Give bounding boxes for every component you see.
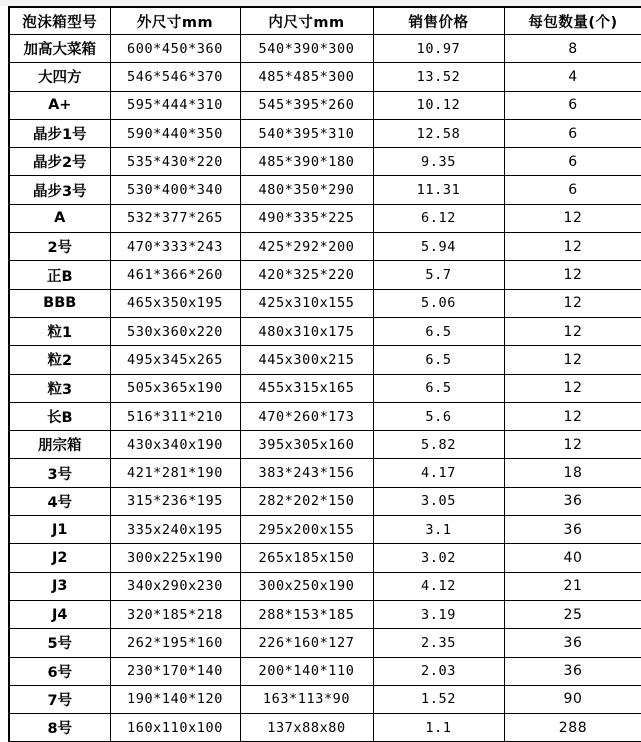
cell-outer-size: 530*400*340	[110, 176, 240, 204]
cell-quantity: 18	[504, 459, 641, 487]
cell-price: 3.02	[373, 544, 504, 572]
cell-inner-size: 395x305x160	[240, 431, 373, 459]
cell-price: 4.12	[373, 572, 504, 600]
cell-model: BBB	[9, 289, 110, 317]
table-row	[9, 516, 641, 544]
cell-outer-size: 546*546*370	[110, 63, 240, 91]
table-row	[9, 629, 641, 657]
cell-quantity: 12	[504, 317, 641, 345]
cell-quantity: 36	[504, 516, 641, 544]
cell-quantity: 12	[504, 346, 641, 374]
cell-outer-size: 335x240x195	[110, 516, 240, 544]
header-quantity: 每包数量(个)	[504, 7, 641, 35]
cell-price: 5.82	[373, 431, 504, 459]
cell-outer-size: 461*366*260	[110, 261, 240, 289]
cell-price: 6.5	[373, 317, 504, 345]
cell-model: 晶步3号	[9, 176, 110, 204]
cell-model: 大四方	[9, 63, 110, 91]
cell-price: 5.06	[373, 289, 504, 317]
table-row	[9, 317, 641, 345]
cell-outer-size: 590*440*350	[110, 119, 240, 147]
cell-outer-size: 421*281*190	[110, 459, 240, 487]
cell-price: 3.19	[373, 600, 504, 628]
cell-outer-size: 595*444*310	[110, 91, 240, 119]
cell-outer-size: 465x350x195	[110, 289, 240, 317]
cell-inner-size: 490*335*225	[240, 204, 373, 232]
cell-quantity: 21	[504, 572, 641, 600]
cell-inner-size: 470*260*173	[240, 402, 373, 430]
cell-outer-size: 315*236*195	[110, 487, 240, 515]
cell-quantity: 12	[504, 402, 641, 430]
cell-price: 9.35	[373, 148, 504, 176]
cell-outer-size: 230*170*140	[110, 657, 240, 685]
cell-outer-size: 505x365x190	[110, 374, 240, 402]
cell-inner-size: 282*202*150	[240, 487, 373, 515]
cell-price: 3.1	[373, 516, 504, 544]
cell-inner-size: 425x310x155	[240, 289, 373, 317]
cell-inner-size: 485*485*300	[240, 63, 373, 91]
cell-price: 12.58	[373, 119, 504, 147]
cell-model: 粒3	[9, 374, 110, 402]
cell-quantity: 90	[504, 685, 641, 713]
cell-quantity: 36	[504, 629, 641, 657]
header-row	[9, 7, 641, 35]
cell-model: 晶步2号	[9, 148, 110, 176]
cell-inner-size: 226*160*127	[240, 629, 373, 657]
table-row	[9, 685, 641, 713]
cell-price: 6.5	[373, 346, 504, 374]
cell-outer-size: 430x340x190	[110, 431, 240, 459]
cell-quantity: 12	[504, 261, 641, 289]
cell-inner-size: 445x300x215	[240, 346, 373, 374]
header-outer-size: 外尺寸mm	[110, 7, 240, 35]
table-row	[9, 374, 641, 402]
cell-inner-size: 455x315x165	[240, 374, 373, 402]
cell-model: 3号	[9, 459, 110, 487]
table-row	[9, 544, 641, 572]
cell-price: 10.97	[373, 35, 504, 63]
cell-outer-size: 160x110x100	[110, 714, 240, 742]
cell-quantity: 4	[504, 63, 641, 91]
table-row	[9, 204, 641, 232]
header-inner-size: 内尺寸mm	[240, 7, 373, 35]
cell-inner-size: 425*292*200	[240, 233, 373, 261]
cell-inner-size: 540*390*300	[240, 35, 373, 63]
cell-inner-size: 200*140*110	[240, 657, 373, 685]
cell-price: 6.12	[373, 204, 504, 232]
cell-price: 11.31	[373, 176, 504, 204]
cell-outer-size: 516*311*210	[110, 402, 240, 430]
cell-model: 4号	[9, 487, 110, 515]
spreadsheet-area	[8, 6, 641, 742]
cell-model: 2号	[9, 233, 110, 261]
cell-inner-size: 300x250x190	[240, 572, 373, 600]
cell-model: A+	[9, 91, 110, 119]
cell-inner-size: 295x200x155	[240, 516, 373, 544]
table-row	[9, 714, 641, 742]
cell-outer-size: 262*195*160	[110, 629, 240, 657]
cell-outer-size: 190*140*120	[110, 685, 240, 713]
cell-outer-size: 600*450*360	[110, 35, 240, 63]
table-row	[9, 289, 641, 317]
cell-price: 1.1	[373, 714, 504, 742]
cell-quantity: 6	[504, 91, 641, 119]
cell-model: 正B	[9, 261, 110, 289]
table-row	[9, 233, 641, 261]
cell-outer-size: 470*333*243	[110, 233, 240, 261]
cell-inner-size: 137x88x80	[240, 714, 373, 742]
cell-inner-size: 383*243*156	[240, 459, 373, 487]
cell-model: 朋宗箱	[9, 431, 110, 459]
table-row	[9, 572, 641, 600]
cell-price: 2.03	[373, 657, 504, 685]
header-price: 销售价格	[373, 7, 504, 35]
cell-price: 10.12	[373, 91, 504, 119]
table-row	[9, 176, 641, 204]
cell-quantity: 6	[504, 148, 641, 176]
cell-outer-size: 530x360x220	[110, 317, 240, 345]
table-row	[9, 346, 641, 374]
cell-model: J4	[9, 600, 110, 628]
cell-price: 3.05	[373, 487, 504, 515]
cell-outer-size: 535*430*220	[110, 148, 240, 176]
table-row	[9, 459, 641, 487]
table-row	[9, 657, 641, 685]
cell-price: 2.35	[373, 629, 504, 657]
cell-price: 5.7	[373, 261, 504, 289]
cell-quantity: 8	[504, 35, 641, 63]
cell-model: J1	[9, 516, 110, 544]
table-row	[9, 35, 641, 63]
header-model: 泡沫箱型号	[9, 7, 110, 35]
cell-model: 粒1	[9, 317, 110, 345]
cell-quantity: 6	[504, 176, 641, 204]
cell-price: 4.17	[373, 459, 504, 487]
cell-quantity: 36	[504, 487, 641, 515]
cell-model: 晶步1号	[9, 119, 110, 147]
cell-price: 1.52	[373, 685, 504, 713]
table-row	[9, 487, 641, 515]
cell-quantity: 288	[504, 714, 641, 742]
cell-quantity: 12	[504, 204, 641, 232]
cell-outer-size: 320*185*218	[110, 600, 240, 628]
cell-outer-size: 495x345x265	[110, 346, 240, 374]
cell-quantity: 12	[504, 289, 641, 317]
cell-model: 长B	[9, 402, 110, 430]
cell-inner-size: 480*350*290	[240, 176, 373, 204]
cell-quantity: 25	[504, 600, 641, 628]
cell-inner-size: 420*325*220	[240, 261, 373, 289]
cell-model: A	[9, 204, 110, 232]
cell-inner-size: 265x185x150	[240, 544, 373, 572]
cell-price: 5.6	[373, 402, 504, 430]
cell-model: 5号	[9, 629, 110, 657]
table-row	[9, 402, 641, 430]
table-body	[9, 35, 641, 742]
cell-quantity: 12	[504, 374, 641, 402]
cell-model: 6号	[9, 657, 110, 685]
cell-inner-size: 480x310x175	[240, 317, 373, 345]
cell-quantity: 36	[504, 657, 641, 685]
table-row	[9, 91, 641, 119]
cell-model: 7号	[9, 685, 110, 713]
cell-inner-size: 540*395*310	[240, 119, 373, 147]
cell-quantity: 12	[504, 233, 641, 261]
cell-model: 粒2	[9, 346, 110, 374]
cell-inner-size: 545*395*260	[240, 91, 373, 119]
cell-model: 8号	[9, 714, 110, 742]
table-row	[9, 148, 641, 176]
cell-outer-size: 300x225x190	[110, 544, 240, 572]
cell-outer-size: 532*377*265	[110, 204, 240, 232]
cell-outer-size: 340x290x230	[110, 572, 240, 600]
table-row	[9, 600, 641, 628]
cell-quantity: 6	[504, 119, 641, 147]
foam-box-price-table	[8, 6, 641, 742]
table-row	[9, 431, 641, 459]
cell-inner-size: 163*113*90	[240, 685, 373, 713]
cell-price: 13.52	[373, 63, 504, 91]
cell-quantity: 40	[504, 544, 641, 572]
table-row	[9, 261, 641, 289]
cell-price: 5.94	[373, 233, 504, 261]
cell-model: J2	[9, 544, 110, 572]
cell-quantity: 12	[504, 431, 641, 459]
cell-inner-size: 288*153*185	[240, 600, 373, 628]
cell-model: J3	[9, 572, 110, 600]
table-row	[9, 119, 641, 147]
table-row	[9, 63, 641, 91]
cell-inner-size: 485*390*180	[240, 148, 373, 176]
cell-model: 加高大菜箱	[9, 35, 110, 63]
cell-price: 6.5	[373, 374, 504, 402]
